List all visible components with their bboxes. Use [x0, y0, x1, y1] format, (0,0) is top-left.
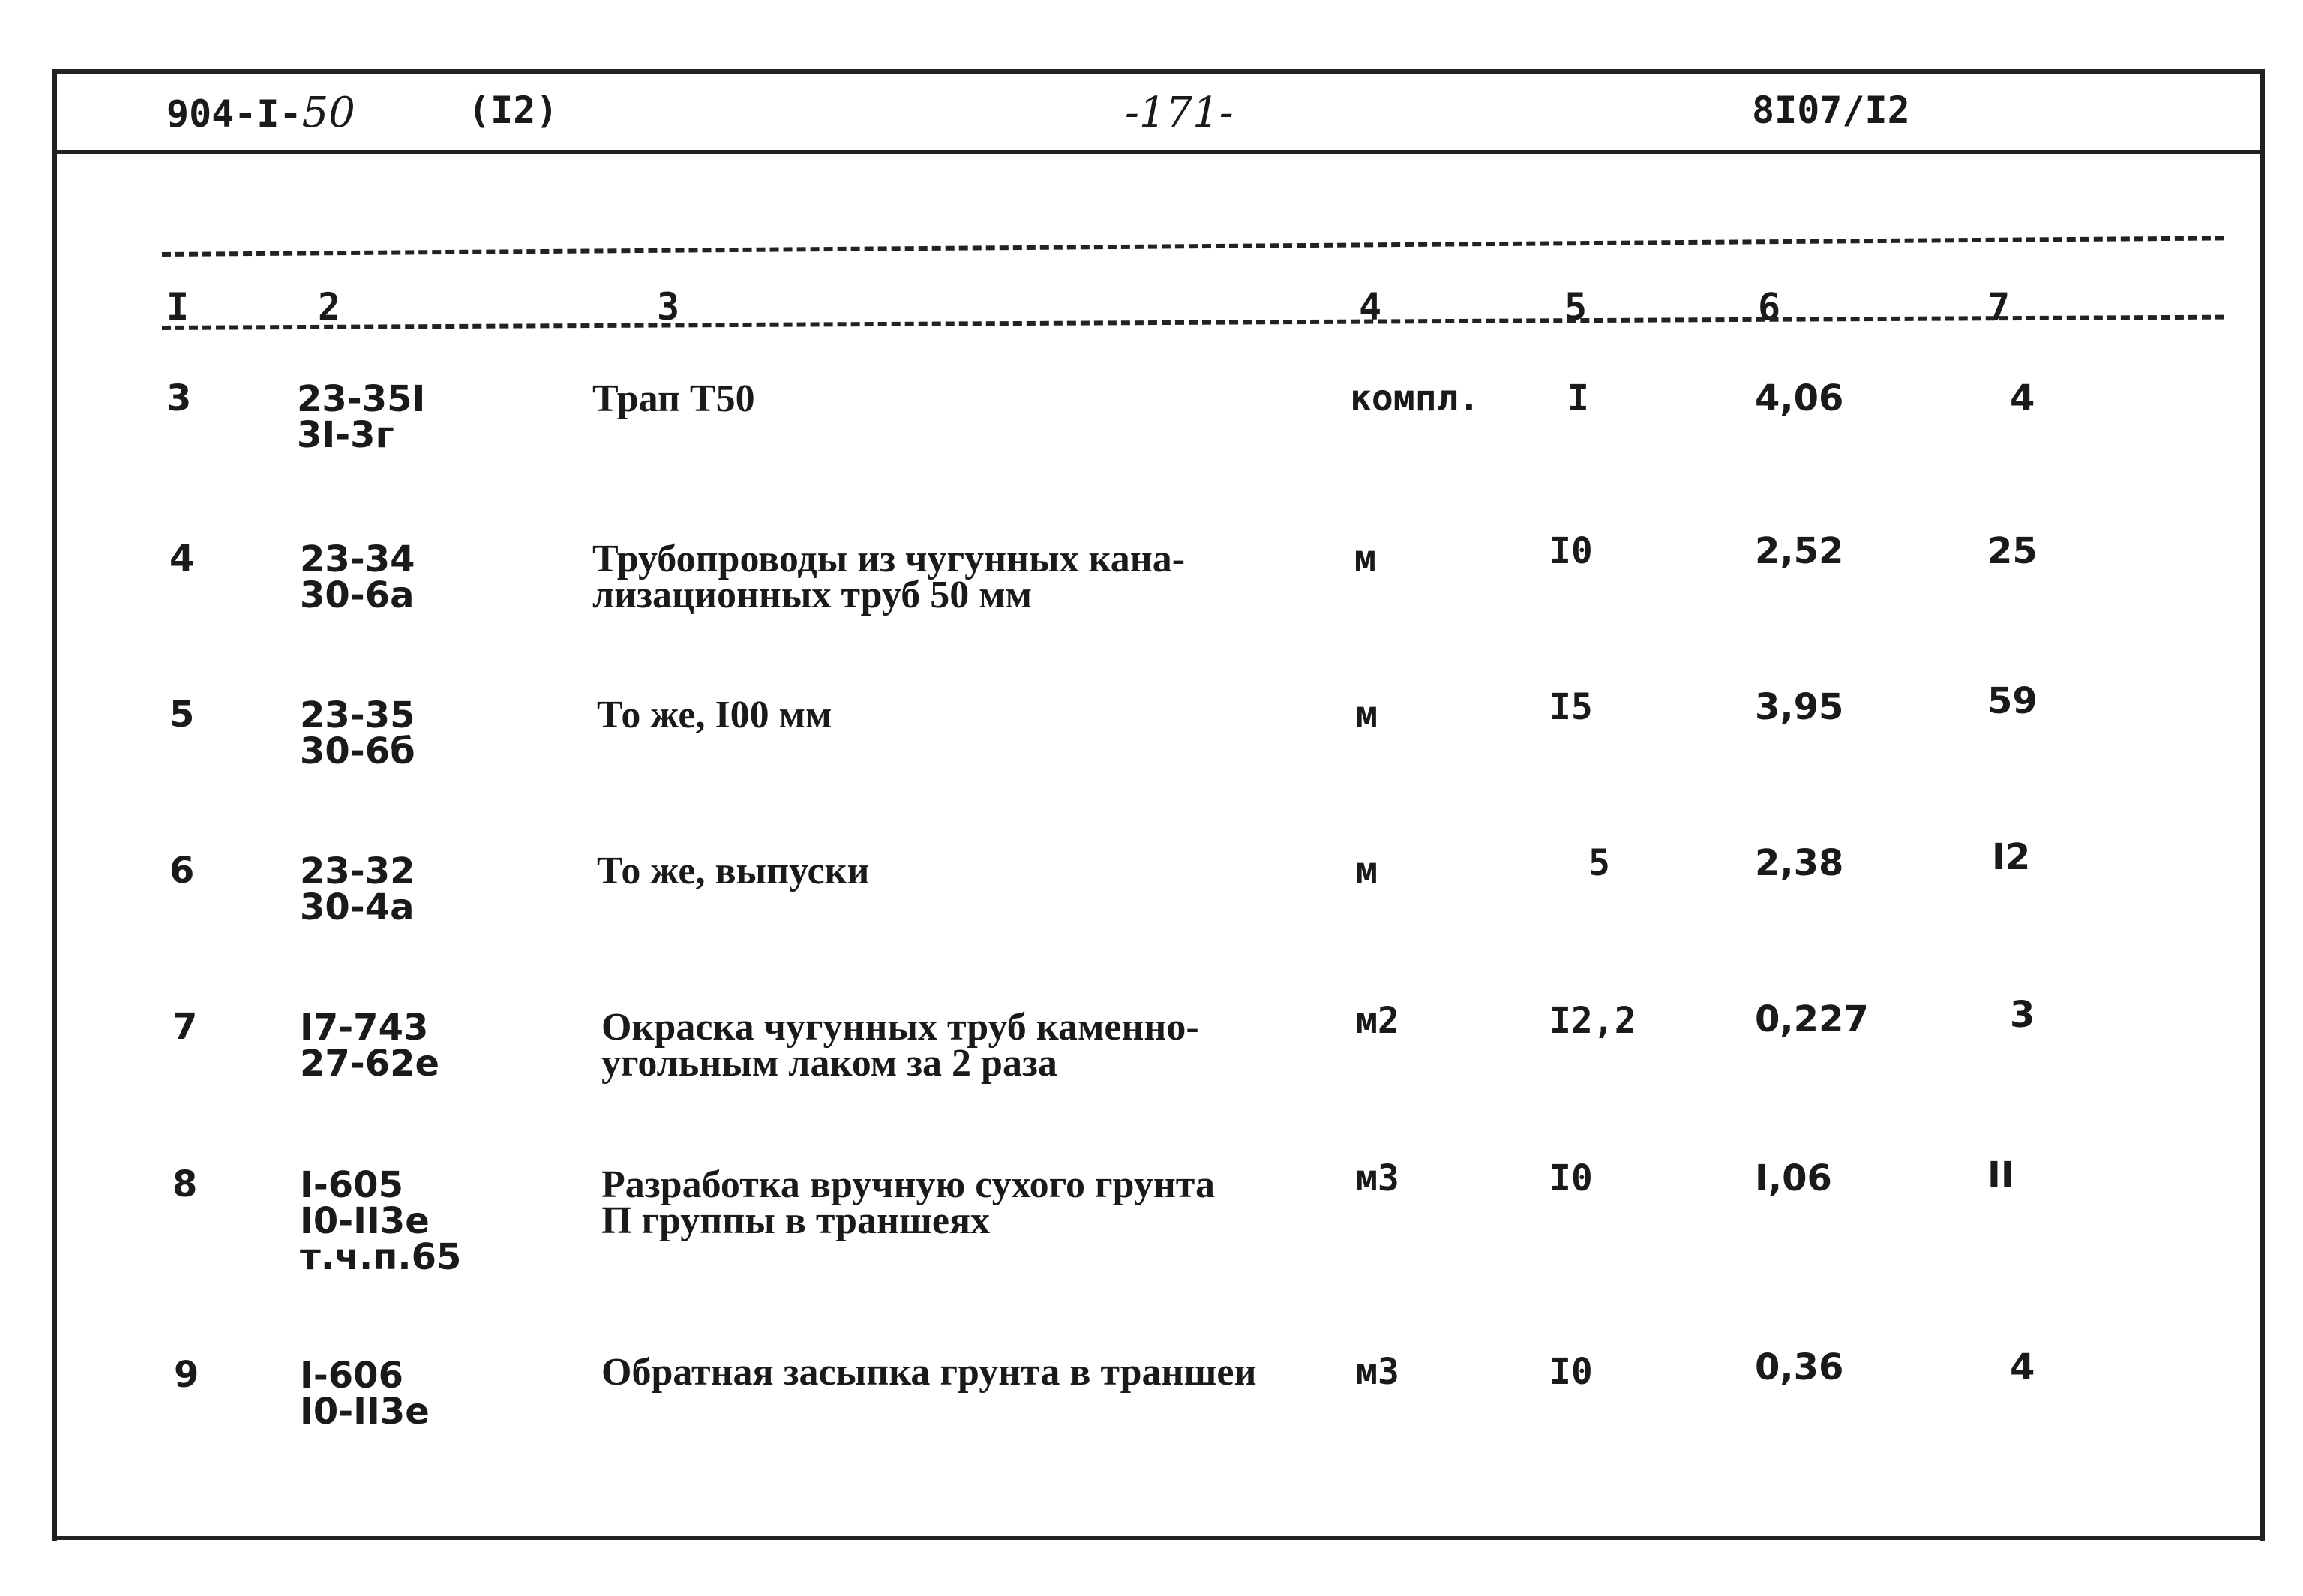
row-unit-price: 2,52 — [1755, 530, 1844, 572]
row-number: 6 — [169, 850, 195, 892]
row-number: 3 — [166, 377, 192, 419]
row-total: 59 — [1987, 680, 2038, 722]
row-quantity: 5 — [1588, 842, 1610, 884]
row-unit: м — [1354, 538, 1376, 580]
page-frame — [52, 69, 2265, 1540]
row-name: Разработка вручную сухого грунта П группы в траншеях — [601, 1163, 1215, 1242]
row-total: 4 — [2010, 1346, 2035, 1388]
row-unit: м3 — [1356, 1351, 1399, 1393]
row-total: I2 — [1992, 836, 2031, 878]
row-codes: 23-34 30-6а — [300, 538, 415, 616]
row-quantity: I0 — [1549, 530, 1593, 572]
row-unit-price: 3,95 — [1755, 686, 1844, 728]
sheet-code: 8I07/I2 — [1752, 88, 1910, 132]
row-unit-price: 0,227 — [1755, 998, 1869, 1040]
row-total: 25 — [1987, 530, 2038, 572]
row-unit-price: 4,06 — [1755, 377, 1844, 419]
column-number-2: 2 — [318, 285, 341, 328]
row-total: 4 — [2010, 377, 2035, 419]
row-total: 3 — [2010, 994, 2035, 1036]
column-number-6: 6 — [1758, 285, 1781, 328]
row-total: II — [1987, 1154, 2014, 1196]
row-name: То же, выпуски — [597, 850, 870, 892]
row-number: 7 — [172, 1006, 198, 1048]
row-unit-price: 2,38 — [1755, 842, 1844, 884]
column-number-3: 3 — [657, 285, 680, 328]
document-code-prefix: 904-I- — [166, 92, 302, 136]
row-unit: м2 — [1356, 1000, 1399, 1042]
row-codes: 23-35 30-6б — [300, 694, 415, 772]
row-name: Трап Т50 — [592, 377, 755, 420]
row-quantity: I2,2 — [1549, 1000, 1636, 1042]
row-unit: м — [1356, 850, 1378, 892]
row-number: 5 — [169, 694, 195, 736]
row-unit: м — [1356, 694, 1378, 736]
row-number: 8 — [172, 1163, 198, 1205]
page-number: -171- — [1125, 88, 1234, 137]
row-codes: I-605 I0-II3е т.ч.п.65 — [300, 1164, 462, 1278]
row-codes: I7-743 27-62е — [300, 1006, 440, 1084]
document-code — [166, 88, 355, 137]
row-unit-price: I,06 — [1755, 1157, 1832, 1199]
page-frame-bottom — [52, 1536, 2265, 1540]
document-code-handwritten: 50 — [301, 88, 355, 137]
row-name: Трубопроводы из чугунных кана- лизационных труб 50 мм — [592, 538, 1186, 616]
document-part: (I2) — [468, 88, 559, 132]
row-unit: компл. — [1350, 377, 1480, 419]
row-codes: 23-35I 3I-3г — [297, 378, 426, 456]
row-quantity: I — [1567, 377, 1589, 419]
row-quantity: I5 — [1549, 686, 1593, 728]
column-number-1: I — [166, 285, 190, 328]
row-name: Обратная засыпка грунта в траншеи — [601, 1351, 1257, 1394]
column-number-7: 7 — [1987, 285, 2011, 328]
row-name: То же, I00 мм — [597, 694, 832, 736]
row-number: 9 — [174, 1354, 199, 1396]
row-unit: м3 — [1356, 1157, 1399, 1199]
row-codes: 23-32 30-4а — [300, 850, 415, 928]
column-number-5: 5 — [1564, 285, 1588, 328]
row-quantity: I0 — [1549, 1157, 1593, 1199]
row-codes: I-606 I0-II3е — [300, 1354, 430, 1432]
column-number-4: 4 — [1359, 285, 1382, 328]
row-name: Окраска чугунных труб каменно- угольным лаком за 2 раза — [601, 1006, 1199, 1084]
row-number: 4 — [169, 538, 195, 580]
row-unit-price: 0,36 — [1755, 1346, 1844, 1388]
row-quantity: I0 — [1549, 1351, 1593, 1393]
header-divider — [52, 150, 2265, 154]
